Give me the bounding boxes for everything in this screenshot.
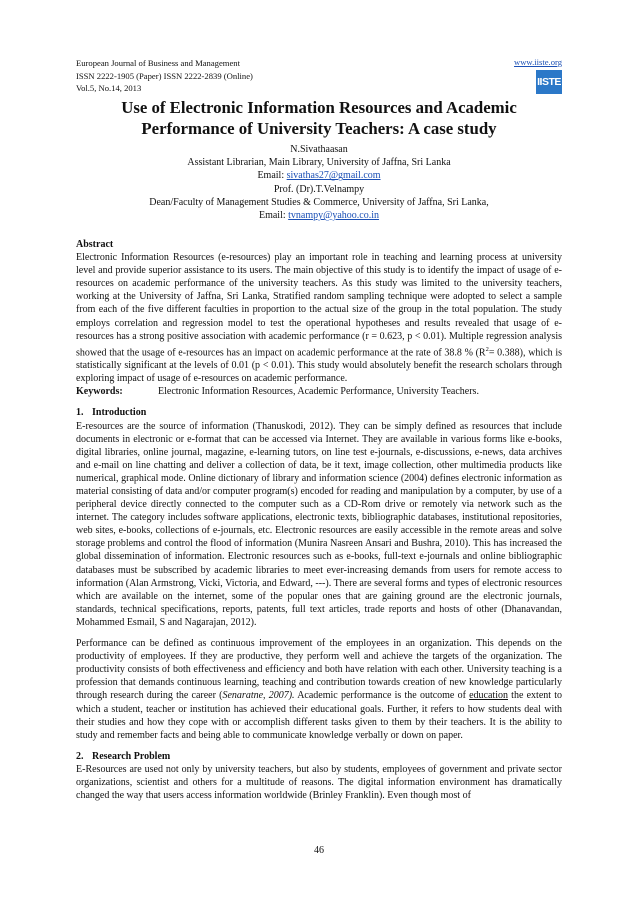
section-1-paragraph-1: E-resources are the source of information (Thanuskodi, 2012). They can be simply defined as resources that include documents in electronic or e-format that can be accessed via Internet. They are available in various forms like e-books, digital libraries, online journal, magazine, e-learning tutors, on line test e-journals, e-discussions, e-news, data archives and e-mail on line chatting and deliver a collection of data, be it text, image collection, other multimedia products like numerical, graphical mode. Online dictionary of library and information science (2004) defines electronic information as material consisting of data and/or computer program(s) encoded for reading and manipulation by a computer, by use of a peripheral device directly connected to the computer such as a CD-Rom drive or remotely via network such as the internet. The category includes software applications, electronic texts, bibliographic databases, institutional repositories, web sites, e-books, collections of e-journals, etc. Electronic resources are easily accessible in the remote areas and solve storage problems and control the flood of information (Munira Nasreen Ansari and Bushra, 2010). This has increased the global dissemination of information. Electronic resources such as e-books, full-text e-journals and online bibliographic databases must be subscribed by academic libraries to meet ever-increasing demands from users for remote access to information (Alan Armstrong, Vicki, Victoria, and Edward, ---). There are several forms and types of electronic resources which are available on the internet, some of the popular ones that are gaining ground are the electronic journals, standards, technical specifications, reports, patents, full text articles, trade reports and hosts of other (Dhanavandan, Mohammed Esmail, S and Nagarajan, 2012). (76, 420, 562, 628)
author-2-name: Prof. (Dr).T.Velnampy (273, 183, 365, 195)
author-2-email-line (76, 209, 562, 222)
title-line-1: Use of Electronic Information Resources and Academic (121, 98, 517, 117)
section-1-heading (76, 406, 562, 419)
paper-title (76, 97, 562, 139)
author-1-email-line (76, 169, 562, 182)
para2-citation: Senaratne, 2007). (222, 690, 295, 702)
para2-part-b: Academic performance is the outcome of (294, 690, 470, 702)
keywords-text: Electronic Information Resources, Academic Performance, University Teachers. (158, 386, 479, 398)
journal-volume: Vol.5, No.14, 2013 (76, 83, 142, 93)
education-link[interactable]: education (469, 690, 508, 702)
author-block (76, 143, 562, 222)
journal-name: European Journal of Business and Management (76, 58, 240, 68)
section-2-number: 2. (76, 750, 84, 762)
para2-part-a: Performance can be defined as continuous improvement of the employees in an organization. This depends on the productivity of employees. If they are productive, they perform well and achieve the targets of the organization. The productivity consists of both effectiveness and efficiency and both have relation with each other. University teaching is a profession that demands continuous learning, teaching and contribution towards creation of new knowledge particularly through research during the career ( (76, 638, 562, 702)
section-2-heading (76, 750, 562, 763)
abstract-text (76, 251, 562, 385)
title-line-2: Performance of University Teachers: A case study (141, 119, 497, 138)
section-2-paragraph-1: E-Resources are used not only by university teachers, but also by students, employees of government and private sector organizations, scientist and others for a multitude of reasons. The digital information environment has dramatically changed the way that users access information worldwide (Brinley Franklin). Even though most of (76, 763, 562, 802)
author-1-email-link[interactable]: sivathas27@gmail.com (286, 170, 381, 182)
paper-body (76, 238, 562, 802)
section-2-title: Research Problem (92, 750, 171, 762)
section-1-number: 1. (76, 407, 84, 419)
page-number: 46 (314, 845, 324, 856)
author-2-affiliation: Dean/Faculty of Management Studies & Commerce, University of Jaffna, Sri Lanka, (149, 196, 489, 208)
author-1-email-label: Email: (257, 170, 287, 182)
author-1-name: N.Sivathaasan (290, 144, 348, 155)
section-1-title: Introduction (92, 407, 147, 419)
journal-url-link[interactable]: www.iiste.org (514, 57, 562, 67)
keywords-label: Keywords: (76, 386, 123, 398)
para2-part-c: the extent to which a student, teacher or institution has achieved their educational goals. Further, it refers to how students deal with their studies and how they cope with or accomplish different tasks given to them by their teachers. It is the ability to study and remember facts and being able to communicate knowledge verbally or down on paper. (76, 690, 563, 741)
iiste-logo: IISTE (536, 70, 562, 94)
journal-issn: ISSN 2222-1905 (Paper) ISSN 2222-2839 (Online) (76, 70, 253, 81)
abstract-text-part-2: = 0.388), which is statistically significant at the levels of 0.01 (p < 0.01). This study would absolutely benefit the research scholars through exploring impact of usage of e-resources on academic performance. (76, 347, 562, 385)
author-2-email-label: Email: (258, 210, 289, 222)
author-1-affiliation: Assistant Librarian, Main Library, University of Jaffna, Sri Lanka (187, 157, 451, 169)
abstract-heading: Abstract (76, 239, 114, 250)
abstract-text-part-1: Electronic Information Resources (e-resources) play an important role in teaching and learning process at university level and provide superior assistance to its users. The main objective of this study is to identify the impact of usage of e-resources on academic performance of the university teachers. As this study was limited to the university teachers, working at the University of Jaffna, Sri Lanka, Stratified random sampling technique were adopted to select a sample from each of the five different faculties in proportion to the actual size of the group in the total population. The study employs correlation and regression model to test the operational hypotheses and results revealed that usage of e-resources has a strong positive association with academic performance (r = 0.623, p < 0.01). Multiple regression analysis showed that the usage of e-resources has an impact on academic performance at the rate of 38.8 % (R (76, 252, 562, 359)
r-squared-superscript: 2 (485, 345, 489, 353)
keywords-line (76, 385, 562, 398)
author-2-email-link[interactable]: tvnampy@yahoo.co.in (288, 210, 380, 222)
journal-header (76, 57, 253, 95)
section-1-paragraph-2 (76, 637, 562, 742)
